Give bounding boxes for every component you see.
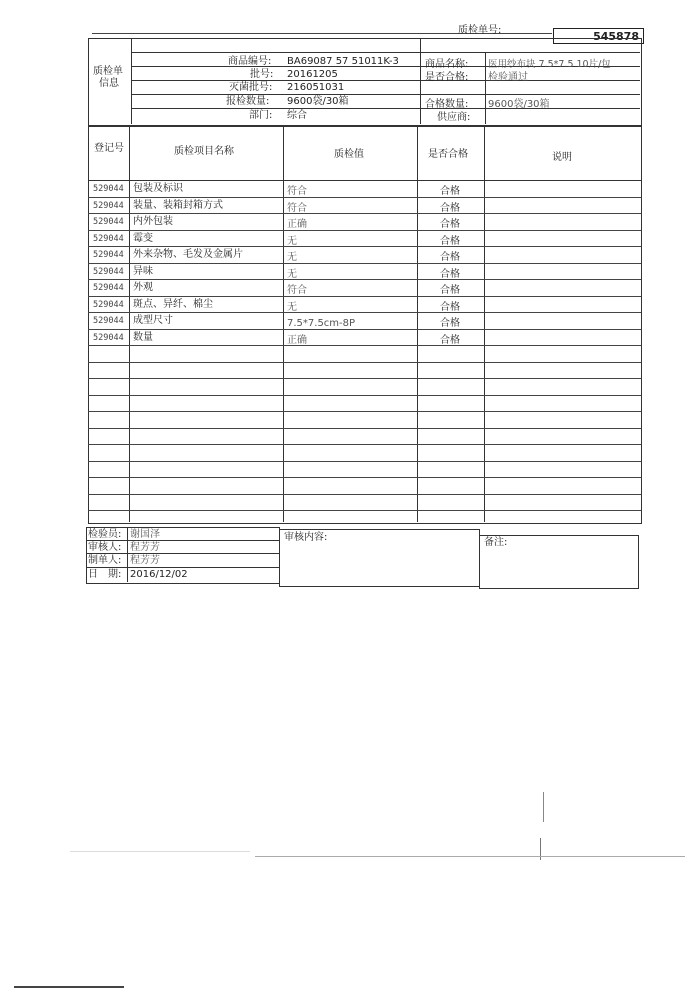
form-no: 545878 <box>593 30 639 43</box>
item-name-cell: 成型尺寸 <box>133 315 173 326</box>
row-divider <box>88 510 641 511</box>
sterile-batch: 216051031 <box>287 82 345 93</box>
sterile-batch-label: 灭菌批号: <box>229 82 273 93</box>
maker: 程芳芳 <box>130 555 160 566</box>
reg-no-cell: 529044 <box>93 300 124 310</box>
row-divider <box>88 329 641 330</box>
product-name-label: 商品名称: <box>425 59 469 70</box>
header-value: 质检值 <box>334 149 364 160</box>
batch-label: 批号: <box>250 69 274 80</box>
row-divider <box>88 444 641 445</box>
value-cell: 无 <box>287 252 297 263</box>
qualified-qty-label: 合格数量: <box>425 99 469 110</box>
value-cell: 无 <box>287 269 297 280</box>
pass-cell: 合格 <box>440 219 460 230</box>
pass-cell: 合格 <box>440 252 460 263</box>
maker-label: 制单人: <box>88 555 122 566</box>
item-name-cell: 内外包装 <box>133 216 173 227</box>
pass-cell: 合格 <box>440 203 460 214</box>
inspector: 谢国泽 <box>130 529 160 540</box>
supplier-label: 供应商: <box>437 112 471 123</box>
reg-no-cell: 529044 <box>93 333 124 343</box>
pass-status: 检验通过 <box>488 72 528 83</box>
item-name-cell: 斑点、异纤、棉尘 <box>133 299 213 310</box>
value-cell: 正确 <box>287 219 307 230</box>
item-name-cell: 外观 <box>133 282 153 293</box>
reg-no-cell: 529044 <box>93 283 124 293</box>
product-name: 医用纱布块 7.5*7.5 10片/包 <box>488 59 611 70</box>
row-divider <box>88 296 641 297</box>
value-cell: 正确 <box>287 335 307 346</box>
value-cell: 符合 <box>287 285 307 296</box>
row-divider <box>88 263 641 264</box>
item-name-cell: 装量、装箱封箱方式 <box>133 200 223 211</box>
row-divider <box>88 279 641 280</box>
pass-cell: 合格 <box>440 269 460 280</box>
product-code: BA69087 57 51011K-3 <box>287 56 399 67</box>
row-divider <box>88 411 641 412</box>
row-divider <box>88 246 641 247</box>
row-divider <box>88 312 641 313</box>
value-cell: 符合 <box>287 186 307 197</box>
info-section-label-2: 信息 <box>99 78 119 89</box>
item-name-cell: 包装及标识 <box>133 183 183 194</box>
pass-cell: 合格 <box>440 236 460 247</box>
form-no-label: 质检单号: <box>458 25 502 36</box>
review-content-label: 审核内容: <box>284 532 328 543</box>
reviewer-label: 审核人: <box>88 542 122 553</box>
row-divider <box>88 428 641 429</box>
row-divider <box>88 378 641 379</box>
row-divider <box>88 395 641 396</box>
row-divider <box>88 345 641 346</box>
qualified-qty: 9600袋/30箱 <box>488 99 550 110</box>
value-cell: 符合 <box>287 203 307 214</box>
row-divider <box>88 197 641 198</box>
date-label: 日 期: <box>88 569 122 580</box>
pass-cell: 合格 <box>440 335 460 346</box>
reg-no-cell: 529044 <box>93 201 124 211</box>
product-code-label: 商品编号: <box>228 56 272 67</box>
reg-no-cell: 529044 <box>93 316 124 326</box>
header-note: 说明 <box>552 152 572 163</box>
reg-no-cell: 529044 <box>93 250 124 260</box>
batch: 20161205 <box>287 69 338 80</box>
item-name-cell: 数量 <box>133 332 153 343</box>
pass-label: 是否合格: <box>425 72 469 83</box>
value-cell: 7.5*7.5cm-8P <box>287 318 356 329</box>
pass-cell: 合格 <box>440 285 460 296</box>
pass-cell: 合格 <box>440 186 460 197</box>
header-reg-no: 登记号 <box>94 143 124 154</box>
info-section-label: 质检单 <box>93 66 123 77</box>
reg-no-cell: 529044 <box>93 267 124 277</box>
inspector-label: 检验员: <box>88 529 122 540</box>
value-cell: 无 <box>287 236 297 247</box>
row-divider <box>88 213 641 214</box>
row-divider <box>88 362 641 363</box>
date: 2016/12/02 <box>130 569 188 580</box>
row-divider <box>88 230 641 231</box>
remark-label: 备注: <box>484 537 508 548</box>
reg-no-cell: 529044 <box>93 217 124 227</box>
pass-cell: 合格 <box>440 318 460 329</box>
row-divider <box>88 477 641 478</box>
reviewer: 程芳芳 <box>130 542 160 553</box>
header-item-name: 质检项目名称 <box>174 146 234 157</box>
item-name-cell: 异味 <box>133 266 153 277</box>
reg-no-cell: 529044 <box>93 184 124 194</box>
value-cell: 无 <box>287 302 297 313</box>
report-qty-label: 报检数量: <box>226 96 270 107</box>
pass-cell: 合格 <box>440 302 460 313</box>
report-qty: 9600袋/30箱 <box>287 96 349 107</box>
row-divider <box>88 461 641 462</box>
item-name-cell: 霉变 <box>133 233 153 244</box>
item-name-cell: 外来杂物、毛发及金属片 <box>133 249 243 260</box>
dept: 综合 <box>287 110 307 121</box>
header-pass: 是否合格 <box>428 149 468 160</box>
dept-label: 部门: <box>249 110 273 121</box>
reg-no-cell: 529044 <box>93 234 124 244</box>
row-divider <box>88 494 641 495</box>
